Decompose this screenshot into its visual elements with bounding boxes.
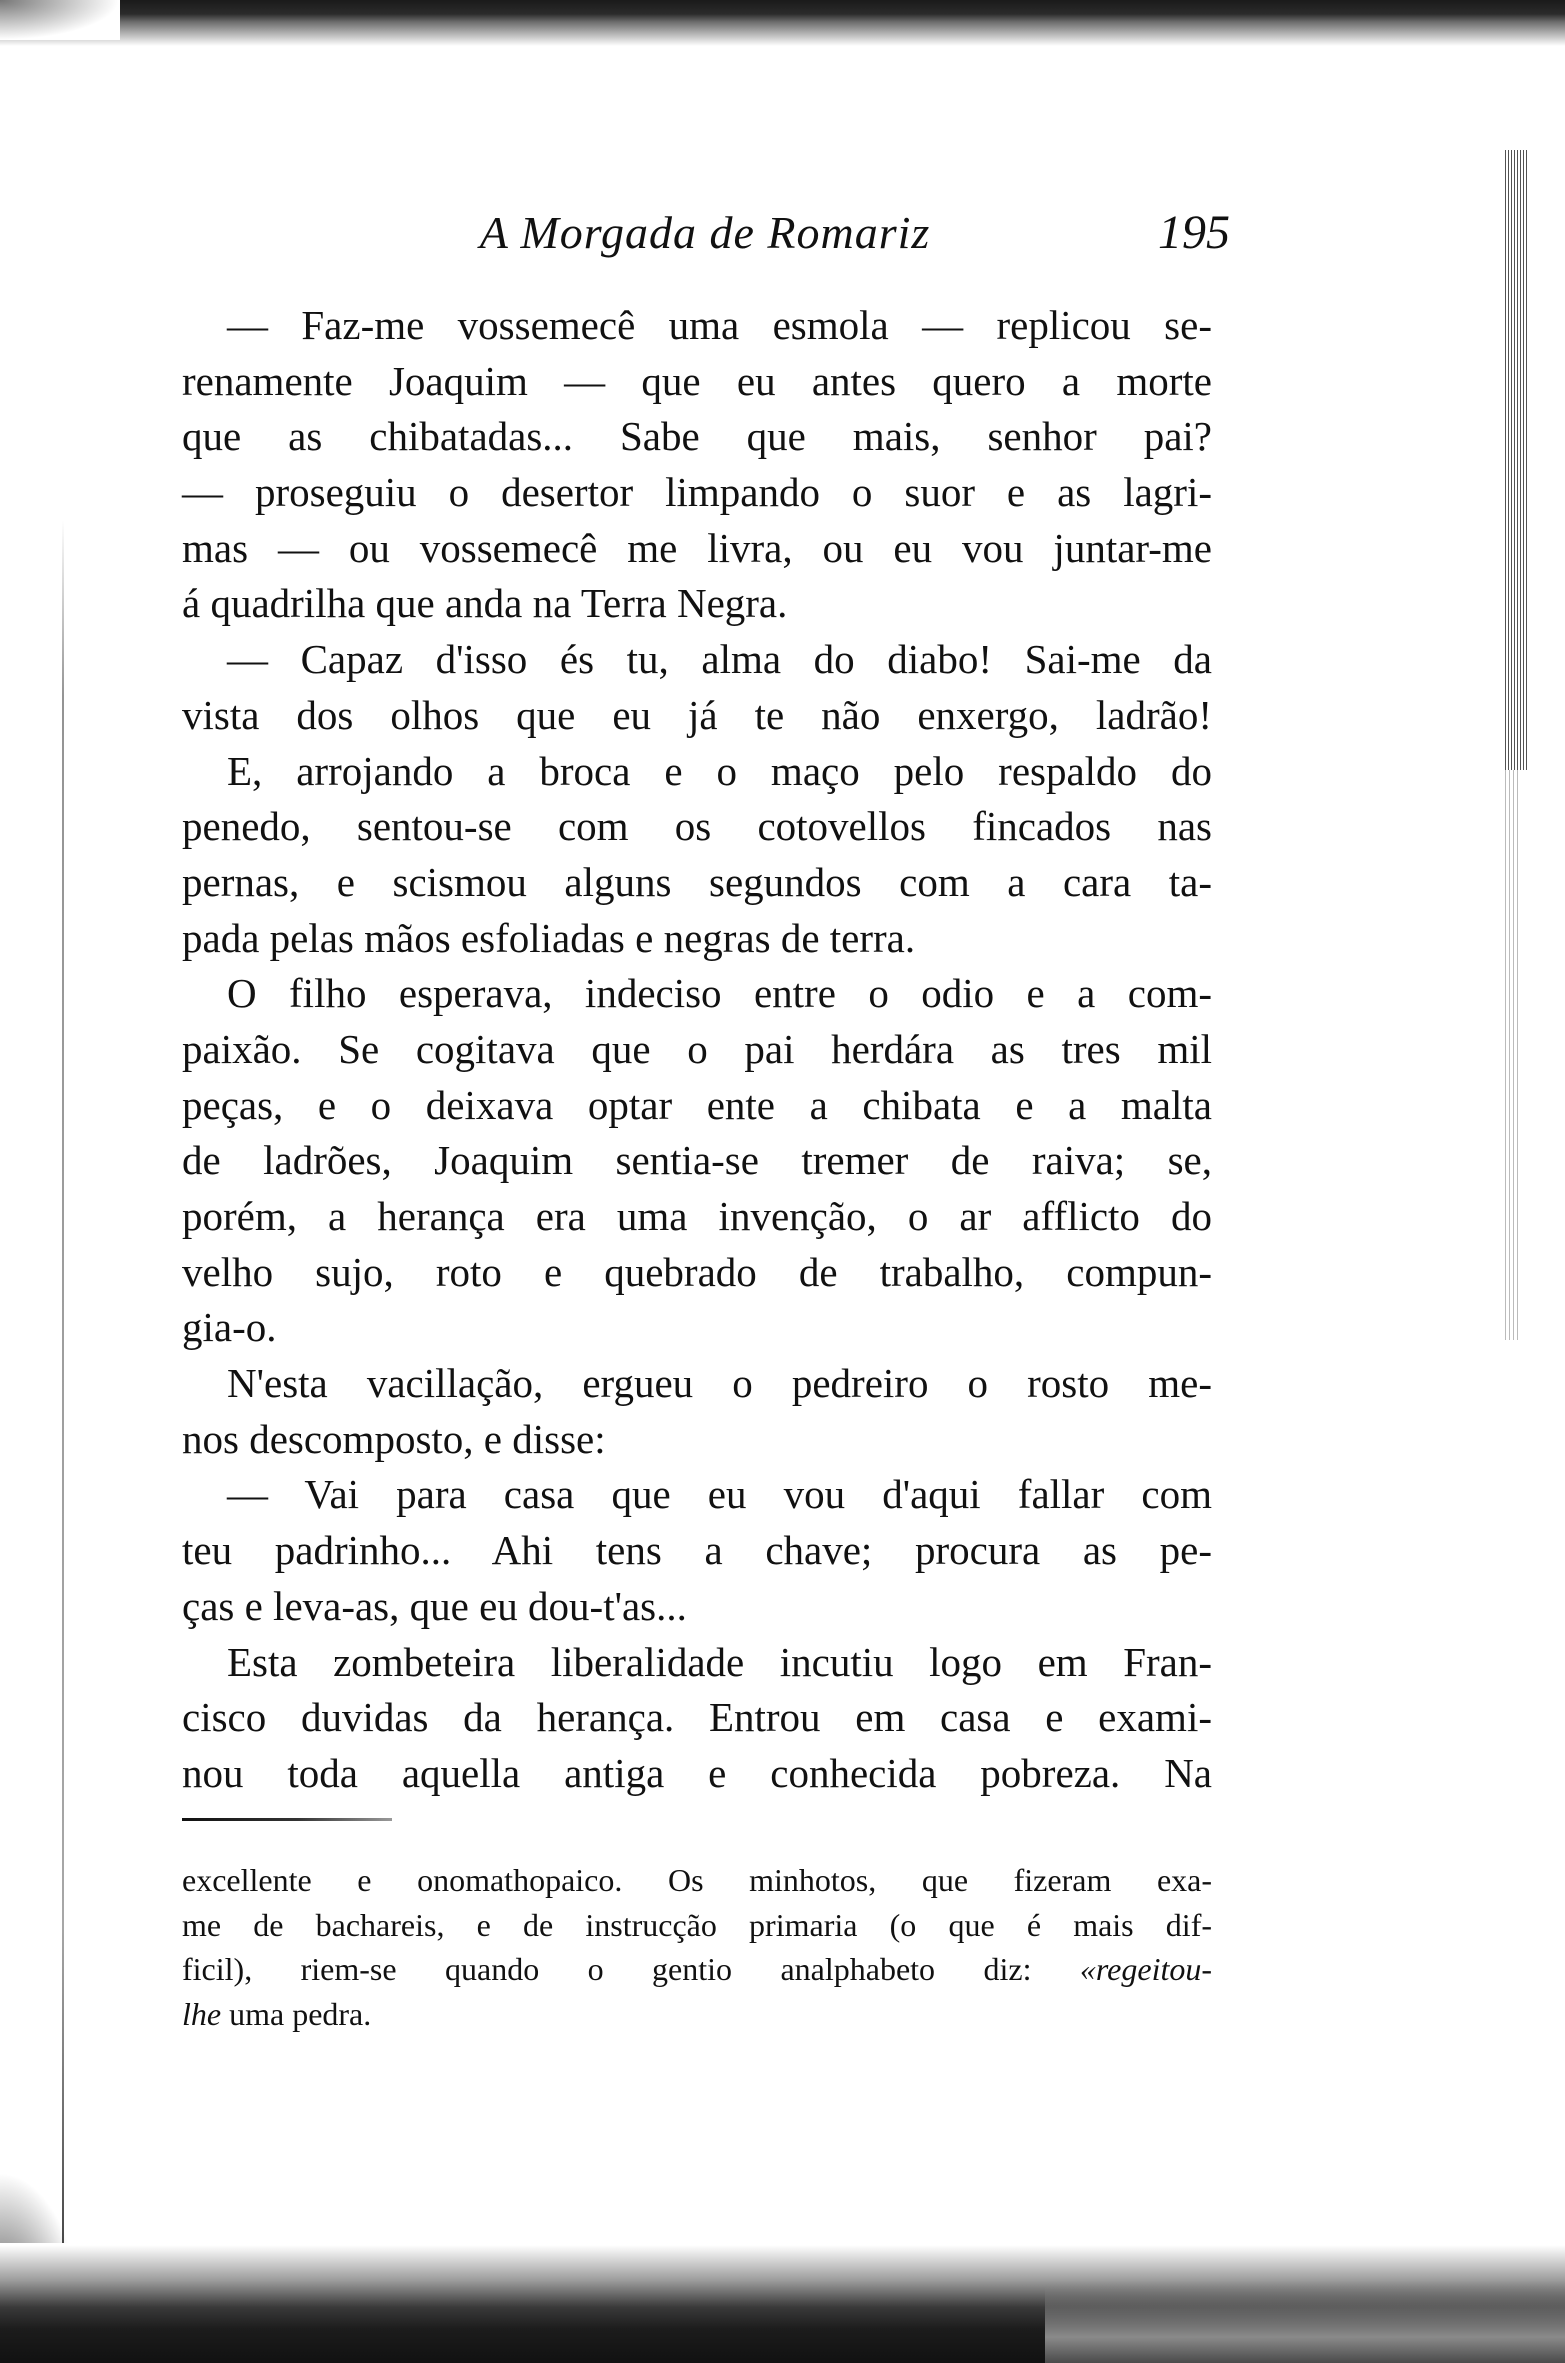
text-line: — proseguiu o desertor limpando o suor e as lagri-: [182, 469, 1212, 516]
text-line: cisco duvidas da herança. Entrou em casa e exami-: [182, 1694, 1212, 1741]
text-line: peças, e o deixava optar ente a chibata e a malta: [182, 1081, 1212, 1128]
footnote-line: me de bachareis, e de instrucção primaria (o que é mais dif-: [182, 1906, 1212, 1943]
text-line: paixão. Se cogitava que o pai herdára as tres mil: [182, 1025, 1212, 1072]
text-line: porém, a herança era uma invenção, o ar afflicto do: [182, 1193, 1212, 1239]
text-line: nos descomposto, e disse:: [182, 1415, 606, 1462]
text-line: gia-o.: [182, 1304, 277, 1351]
scan-shadow-bottom-right: [1045, 2283, 1565, 2363]
text-line: — Faz-me vossemecê uma esmola — replicou se-: [227, 302, 1212, 348]
text-line: velho sujo, roto e quebrado de trabalho, compun-: [182, 1248, 1212, 1295]
footnote-line: [182, 1992, 1212, 2037]
text-line: penedo, sentou-se com os cotovellos fincados nas: [182, 803, 1212, 850]
text-line: — Vai para casa que eu vou d'aqui fallar com: [227, 1471, 1212, 1518]
text-line: mas — ou vossemecê me livra, ou eu vou juntar-me: [182, 524, 1212, 571]
text-line: ças e leva-as, que eu dou-t'as...: [182, 1582, 687, 1629]
text-line: vista dos olhos que eu já te não enxergo, ladrão!: [182, 691, 1212, 738]
footnote: [182, 1858, 1212, 2036]
footnote-text: ficil), riem-se quando o gentio analphabeto diz:: [182, 1951, 1080, 1987]
footnote-text: uma pedra.: [221, 1995, 372, 2032]
scan-shadow-top-left: [0, 0, 120, 40]
scan-edge-top: [0, 0, 1565, 48]
footnote-line: excellente e onomathopaico. Os minhotos, que fizeram exa-: [182, 1862, 1212, 1898]
footnote-line: [182, 1947, 1212, 1992]
scan-edge-right-lower: [1505, 770, 1519, 1340]
text-line: Esta zombeteira liberalidade incutiu logo em Fran-: [227, 1638, 1212, 1685]
text-line: pernas, e scismou alguns segundos com a cara ta-: [182, 858, 1212, 905]
footnote-italic: lhe: [182, 1995, 222, 2032]
text-line: pada pelas mãos esfoliadas e negras de terra.: [182, 914, 916, 961]
text-line: teu padrinho... Ahi tens a chave; procura as pe-: [182, 1527, 1212, 1574]
scan-edge-left: [62, 520, 64, 2280]
body-text: [182, 298, 1212, 1802]
text-line: nou toda aquella antiga e conhecida pobreza. Na: [182, 1749, 1212, 1796]
page-number: 195: [1158, 206, 1230, 259]
text-line: á quadrilha que anda na Terra Negra.: [182, 580, 788, 627]
footnote-rule: [182, 1818, 392, 1821]
scan-edge-right: [1505, 150, 1527, 770]
footnote-quote: «regeitou-: [1079, 1951, 1212, 1987]
text-line: N'esta vacillação, ergueu o pedreiro o rosto me-: [227, 1360, 1212, 1407]
text-line: de ladrões, Joaquim sentia-se tremer de raiva; se,: [182, 1137, 1212, 1184]
text-line: renamente Joaquim — que eu antes quero a morte: [182, 357, 1212, 404]
running-header: [180, 198, 1230, 268]
text-line: — Capaz d'isso és tu, alma do diabo! Sai-me da: [227, 636, 1212, 683]
text-line: O filho esperava, indeciso entre o odio e a com-: [227, 970, 1212, 1017]
text-line: que as chibatadas... Sabe que mais, senhor pai?: [182, 413, 1212, 460]
header-title: A Morgada de Romariz: [479, 207, 931, 258]
text-line: E, arrojando a broca e o maço pelo respaldo do: [227, 747, 1212, 794]
